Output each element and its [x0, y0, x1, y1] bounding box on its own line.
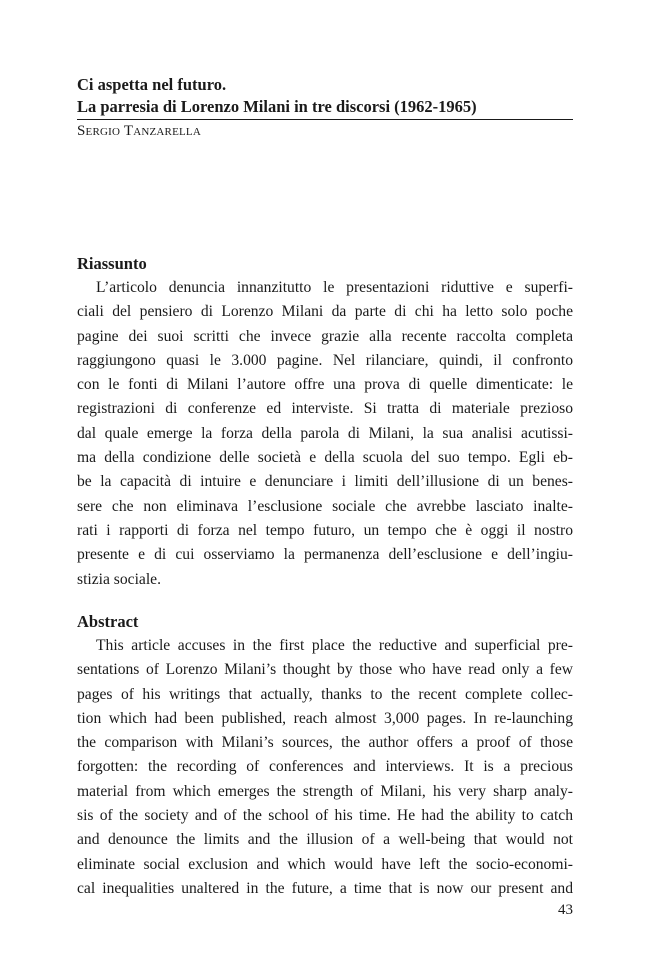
riassunto-line: L’articolo denuncia innanzitutto le presentazioni riduttive e superfi-: [96, 279, 573, 296]
riassunto-line: rati i rapporti di forza nel tempo futuro, un tempo che è oggi il nostro: [77, 521, 573, 539]
riassunto-heading: Riassunto: [77, 254, 147, 273]
riassunto-line: raggiungono quasi le 3.000 pagine. Nel rilanciare, quindi, il confronto: [77, 351, 573, 369]
riassunto-section: [77, 252, 573, 592]
article-title-line-1: Ci aspetta nel futuro.: [77, 75, 227, 94]
abstract-paragraph: [77, 634, 573, 901]
riassunto-line: stizia sociale.: [77, 570, 161, 588]
abstract-line: tion which had been published, reach almost 3,000 pages. In re-launching: [77, 709, 573, 727]
riassunto-line: registrazioni di conferenze ed interviste. Si tratta di materiale prezioso: [77, 400, 573, 418]
page: [77, 0, 573, 968]
riassunto-paragraph: [77, 276, 573, 592]
page-number: 43: [558, 902, 573, 918]
abstract-line: pages of his writings that actually, thanks to the recent complete collec-: [77, 685, 573, 703]
author-name: Sergio Tanzarella: [77, 123, 201, 139]
riassunto-line: ciali del pensiero di Lorenzo Milani da parte di chi ha letto solo poche: [77, 303, 573, 321]
abstract-section: [77, 610, 573, 901]
abstract-line: eliminate social exclusion and which would have left the socio-economi-: [77, 855, 573, 873]
article-header: [77, 74, 573, 141]
riassunto-line: ma della condizione delle società e della scuola del suo tempo. Egli eb-: [77, 449, 573, 467]
riassunto-line: presente e di cui osserviamo la permanenza dell’esclusione e dell’ingiu-: [77, 546, 573, 564]
riassunto-line: dal quale emerge la forza della parola di Milani, la sua analisi acutissi-: [77, 424, 573, 442]
title-rule: [77, 119, 573, 120]
abstract-line: the comparison with Milani’s sources, the author offers a proof of those: [77, 734, 573, 752]
abstract-line: cal inequalities unaltered in the future, a time that is now our present and: [77, 879, 573, 897]
abstract-line: material from which emerges the strength of Milani, his very sharp analy-: [77, 782, 573, 800]
article-title-line-2: La parresia di Lorenzo Milani in tre discorsi (1962-1965): [77, 97, 477, 116]
riassunto-line: con le fonti di Milani l’autore offre una prova di quelle dimenticate: le: [77, 376, 573, 394]
abstract-heading: Abstract: [77, 612, 139, 631]
riassunto-line: be la capacità di intuire e denunciare i limiti dell’illusione di un benes-: [77, 473, 573, 491]
abstract-line: sis of the society and of the school of his time. He had the ability to catch: [77, 807, 573, 825]
riassunto-line: pagine dei suoi scritti che invece grazie alla recente raccolta completa: [77, 327, 573, 345]
riassunto-line: sere che non eliminava l’esclusione sociale che avrebbe lasciato inalte-: [77, 497, 573, 515]
abstract-line: and denounce the limits and the illusion of a well-being that would not: [77, 831, 573, 849]
abstract-line: This article accuses in the first place the reductive and superficial pre-: [96, 637, 573, 654]
abstract-line: forgotten: the recording of conferences and interviews. It is a precious: [77, 758, 573, 776]
abstract-line: sentations of Lorenzo Milani’s thought by those who have read only a few: [77, 661, 573, 679]
